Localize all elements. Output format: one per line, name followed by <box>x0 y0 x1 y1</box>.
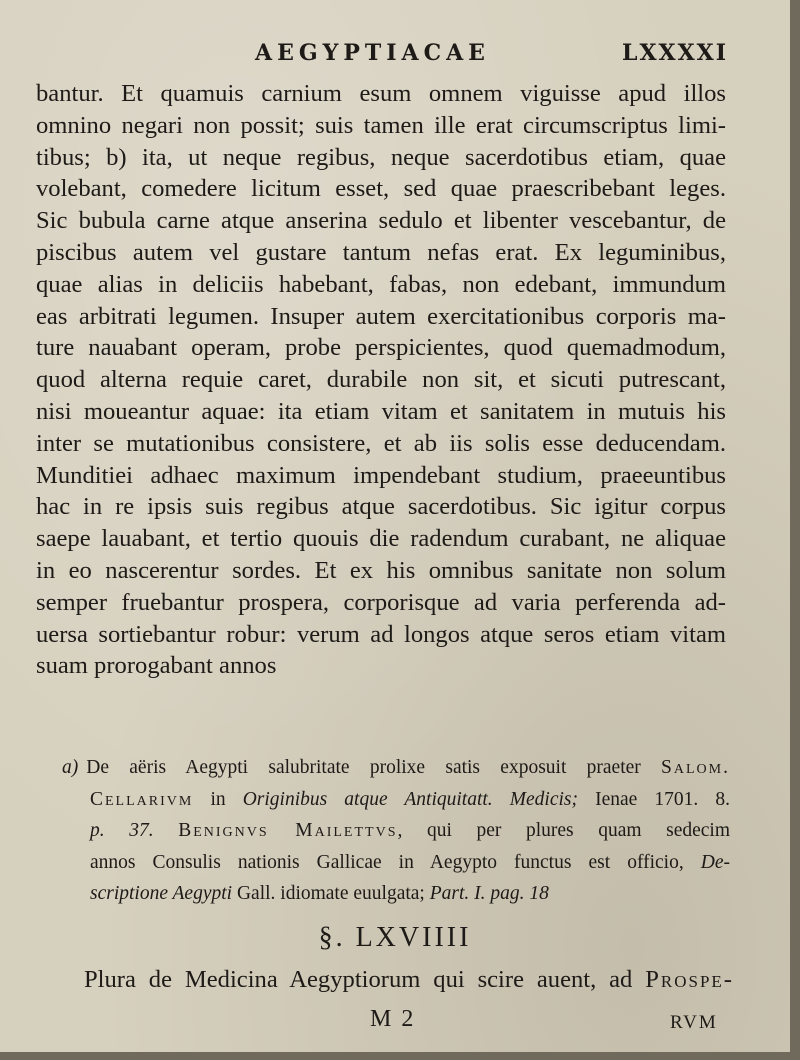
footnote-line <box>62 752 730 784</box>
text-line: ture nauabant operam, probe perspicientes, quod quemadmodum, <box>36 334 726 362</box>
main-text <box>36 78 726 682</box>
text-line: quod alterna requie caret, durabile non sit, et sicuti putrescant, <box>36 366 726 394</box>
footnote-text: in <box>193 788 243 810</box>
footnote-line <box>62 847 730 879</box>
footnote-line <box>62 784 730 816</box>
section-first-line <box>84 966 734 994</box>
text-line: suam prorogabant annos <box>36 652 277 680</box>
footnote-citation: Originibus atque Antiquitatt. Medicis; <box>242 788 578 810</box>
signature-mark: M 2 <box>370 1006 416 1032</box>
footnote-text: Gall. idiomate euulgata; <box>232 883 430 904</box>
footnotes <box>62 752 730 910</box>
section-text: Plura de Medicina Aegyptiorum qui scire auent, ad <box>84 966 646 993</box>
text-line: semper fruebantur prospera, corporisque ad varia perferenda ad- <box>36 588 726 616</box>
footnote-text: De aëris Aegypti salubritate prolixe satis exposuit praeter <box>86 757 662 778</box>
running-head-title: AEGYPTIACAE <box>255 40 490 66</box>
running-head <box>0 40 790 80</box>
text-line: Sic bubula carne atque anserina sedulo et libenter vescebantur, de <box>36 207 726 235</box>
footnote-text: Ienae 1701. 8. <box>578 788 730 810</box>
text-line: Munditiei adhaec maximum impendebant studium, praeeuntibus <box>36 461 726 489</box>
text-line: eas arbitrati legumen. Insuper autem exercitationibus corporis ma- <box>36 302 726 330</box>
footnote-citation: De- <box>700 851 730 873</box>
footnote-author-name: Salom. <box>661 757 730 778</box>
text-line: saepe lauabant, et tertio quouis die radendum curabant, ne aliquae <box>36 525 726 553</box>
text-line: volebant, comedere licitum esset, sed quae praescribebant leges. <box>36 175 726 203</box>
page-number: LXXXXI <box>622 40 729 66</box>
footnote-line <box>62 878 730 910</box>
text-line: omnino negari non possit; suis tamen ille erat circumscriptus limi- <box>36 111 726 139</box>
footnote-text <box>154 820 179 841</box>
text-line: in eo nascerentur sordes. Et ex his omnibus sanitate non solum <box>36 556 726 584</box>
footnote-citation: scriptione Aegypti <box>90 883 233 904</box>
footnote-marker: a) <box>62 757 79 778</box>
footnote-author-name: Cellarivm <box>90 788 194 810</box>
text-line: quae alias in deliciis habebant, fabas, non edebant, immundum <box>36 270 726 298</box>
catchword: RVM <box>670 1012 718 1033</box>
footnote-author-name: Benignvs Mailettvs <box>178 820 398 841</box>
footnote-line <box>62 815 730 847</box>
text-line: tibus; b) ita, ut neque regibus, neque sacerdotibus etiam, quae <box>36 143 726 171</box>
footnote-text: annos Consulis nationis Gallicae in Aegypto functus est officio, <box>90 851 701 873</box>
text-line: inter se mutationibus consistere, et ab iis solis esse deducendam. <box>36 429 726 457</box>
section-heading: §. LXVIIII <box>318 922 472 953</box>
text-line: piscibus autem vel gustare tantum nefas erat. Ex leguminibus, <box>36 238 726 266</box>
text-line: bantur. Et quamuis carnium esum omnem viguisse apud illos <box>36 80 726 107</box>
text-line: uersa sortiebantur robur: verum ad longos atque seros etiam vitam <box>36 620 726 648</box>
section-author-name: Prospe- <box>645 966 734 993</box>
text-line: hac in re ipsis suis regibus atque sacerdotibus. Sic igitur corpus <box>36 493 726 521</box>
footnote-citation: Part. I. pag. 18 <box>429 883 549 904</box>
text-line: nisi moueantur aquae: ita etiam vitam et sanitatem in mutuis his <box>36 397 726 425</box>
footnote-citation: p. 37. <box>90 820 154 841</box>
footnote-text: , qui per plures quam sedecim <box>397 820 731 841</box>
